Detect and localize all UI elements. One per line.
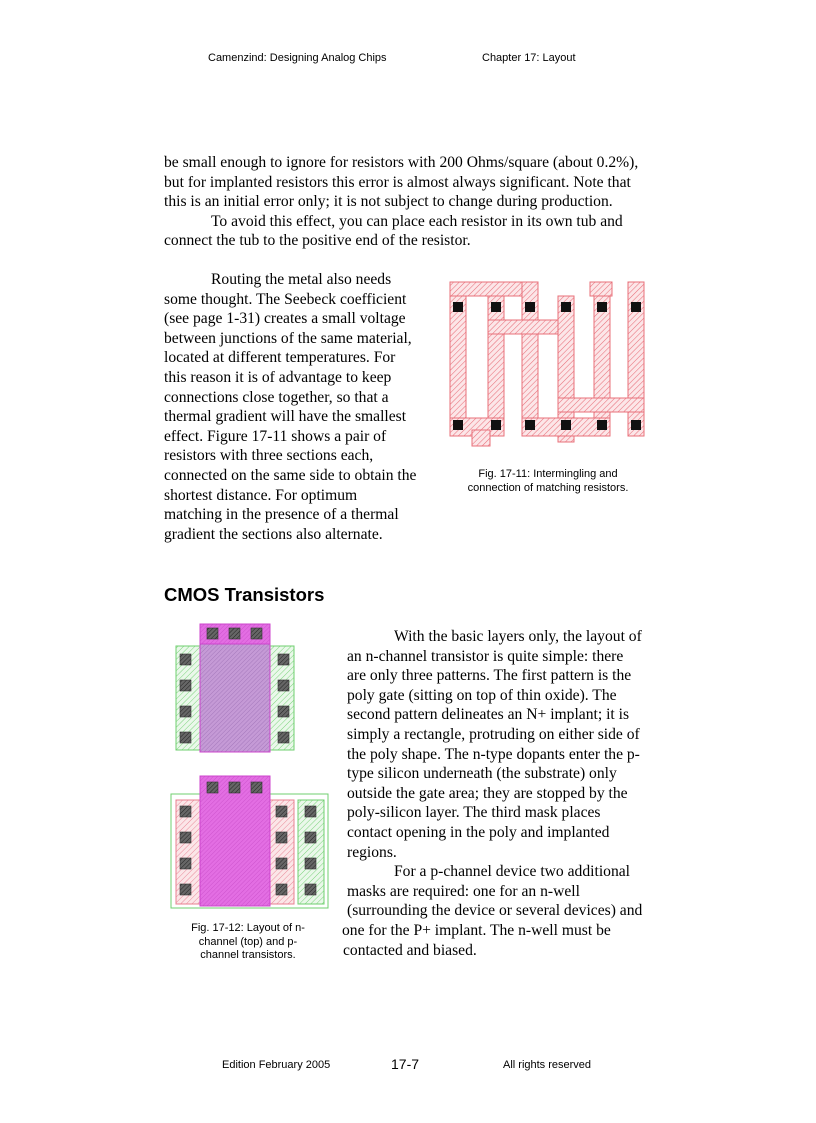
contact-square xyxy=(525,302,535,312)
cmos-paragraph xyxy=(342,627,643,960)
header-book-title: Camenzind: Designing Analog Chips xyxy=(208,52,387,64)
poly-gate xyxy=(200,776,270,906)
text-line: between junctions of the same material, xyxy=(164,329,412,347)
contact-square xyxy=(305,806,316,817)
text-line: but for implanted resistors this error is almost always significant. Note that xyxy=(164,173,631,191)
text-line: shortest distance. For optimum xyxy=(164,486,358,504)
fig-17-11-resistor-layout xyxy=(446,278,646,450)
text-line: To avoid this effect, you can place each resistor in its own tub and xyxy=(211,212,623,230)
contact-square xyxy=(180,832,191,843)
text-line: effect. Figure 17-11 shows a pair of xyxy=(164,427,387,445)
text-line: located at different temperatures. For xyxy=(164,349,396,367)
text-line: simply a rectangle, protruding on either side of xyxy=(347,725,640,743)
contact-square xyxy=(276,806,287,817)
contact-square xyxy=(207,628,218,639)
text-line: connect the tub to the positive end of the resistor. xyxy=(164,232,471,250)
footer-page-number: 17-7 xyxy=(391,1056,420,1072)
caption-line: connection of matching resistors. xyxy=(467,481,629,494)
contact-square xyxy=(207,782,218,793)
contact-square xyxy=(305,832,316,843)
contact-square xyxy=(251,782,262,793)
caption-line: Fig. 17-12: Layout of n- xyxy=(191,922,305,934)
fig-17-12-caption xyxy=(172,922,324,963)
contact-square xyxy=(491,302,501,312)
mid-link-lower xyxy=(558,398,644,412)
text-line: Routing the metal also needs xyxy=(211,271,392,288)
contact-square xyxy=(278,680,289,691)
contact-square xyxy=(229,782,240,793)
contact-square xyxy=(229,628,240,639)
text-line: the poly shape. The n-type dopants enter the p- xyxy=(347,745,640,763)
bottom-terminal xyxy=(472,430,490,446)
text-line: one for the P+ implant. The n-well must be xyxy=(342,921,611,939)
fig-17-11-caption xyxy=(450,468,646,495)
top-stub xyxy=(590,282,612,296)
contact-square xyxy=(491,420,501,430)
footer-rights: All rights reserved xyxy=(503,1059,592,1071)
contact-square xyxy=(278,706,289,717)
contact-square xyxy=(276,858,287,869)
top-link-left xyxy=(450,282,530,296)
text-line: poly-silicon layer. The third mask places xyxy=(347,804,601,822)
text-line: are only three patterns. The first pattern is the xyxy=(347,667,632,685)
contact-square xyxy=(278,732,289,743)
contact-square xyxy=(561,302,571,312)
text-line: (surrounding the device or several devices) and xyxy=(347,902,643,920)
text-line: outside the gate area; they are stopped by the xyxy=(347,784,628,802)
contact-square xyxy=(276,832,287,843)
text-line: contacted and biased. xyxy=(343,941,477,959)
contact-square xyxy=(525,420,535,430)
contact-square xyxy=(278,654,289,665)
contact-square xyxy=(597,302,607,312)
contact-square xyxy=(631,420,641,430)
contact-square xyxy=(180,884,191,895)
text-line: matching in the presence of a thermal xyxy=(164,506,399,524)
caption-line: Fig. 17-11: Intermingling and xyxy=(478,468,618,480)
contact-square xyxy=(180,654,191,665)
contact-square xyxy=(180,680,191,691)
text-line: gradient the sections also alternate. xyxy=(164,525,383,543)
text-line: type silicon underneath (the substrate) only xyxy=(347,765,617,783)
contact-square xyxy=(251,628,262,639)
text-line: For a p-channel device two additional xyxy=(394,863,630,881)
text-line: connections close together, so that a xyxy=(164,388,389,406)
caption-line: channel (top) and p- xyxy=(198,935,298,948)
contact-square xyxy=(561,420,571,430)
text-line: masks are required: one for an n-well xyxy=(347,882,580,900)
text-line: some thought. The Seebeck coefficient xyxy=(164,290,407,308)
text-line: thermal gradient will have the smallest xyxy=(164,408,407,426)
n-channel-transistor xyxy=(176,624,294,752)
text-line: be small enough to ignore for resistors with 200 Ohms/square (about 0.2%), xyxy=(164,154,639,171)
fig-17-12-transistor-layout xyxy=(170,620,330,912)
contact-square xyxy=(305,858,316,869)
contact-square xyxy=(276,884,287,895)
footer-edition: Edition February 2005 xyxy=(222,1059,331,1071)
contact-square xyxy=(631,302,641,312)
resistor-strips xyxy=(450,282,644,446)
text-line: an n-channel transistor is quite simple: there xyxy=(347,647,624,665)
text-line: poly gate (sitting on top of thin oxide). The xyxy=(347,686,617,704)
contact-square xyxy=(180,706,191,717)
text-line: contact opening in the poly and implanted xyxy=(347,823,610,841)
text-line: this reason it is of advantage to keep xyxy=(164,368,392,386)
header-chapter: Chapter 17: Layout xyxy=(482,52,576,64)
text-line: (see page 1-31) creates a small voltage xyxy=(164,310,406,328)
contact-square xyxy=(597,420,607,430)
contact-square xyxy=(453,420,463,430)
text-line: second pattern delineates an N+ implant; it is xyxy=(347,706,630,724)
mid-link-upper xyxy=(488,320,558,334)
contact-square xyxy=(453,302,463,312)
p-channel-transistor xyxy=(171,776,328,908)
contact-square xyxy=(180,732,191,743)
caption-line: channel transistors. xyxy=(200,949,296,961)
resistor-strip xyxy=(488,296,504,426)
text-line: With the basic layers only, the layout of xyxy=(394,628,642,645)
section-heading: CMOS Transistors xyxy=(164,584,325,605)
text-line: this is an initial error only; it is not subject to change during production. xyxy=(164,193,613,211)
text-line: connected on the same side to obtain the xyxy=(164,466,417,484)
text-line: regions. xyxy=(347,843,397,861)
text-line: resistors with three sections each, xyxy=(164,447,374,465)
resistor-strip xyxy=(450,296,466,436)
contact-square xyxy=(180,806,191,817)
contact-square xyxy=(305,884,316,895)
intro-paragraph xyxy=(164,153,638,251)
routing-paragraph xyxy=(164,270,416,544)
contact-square xyxy=(180,858,191,869)
